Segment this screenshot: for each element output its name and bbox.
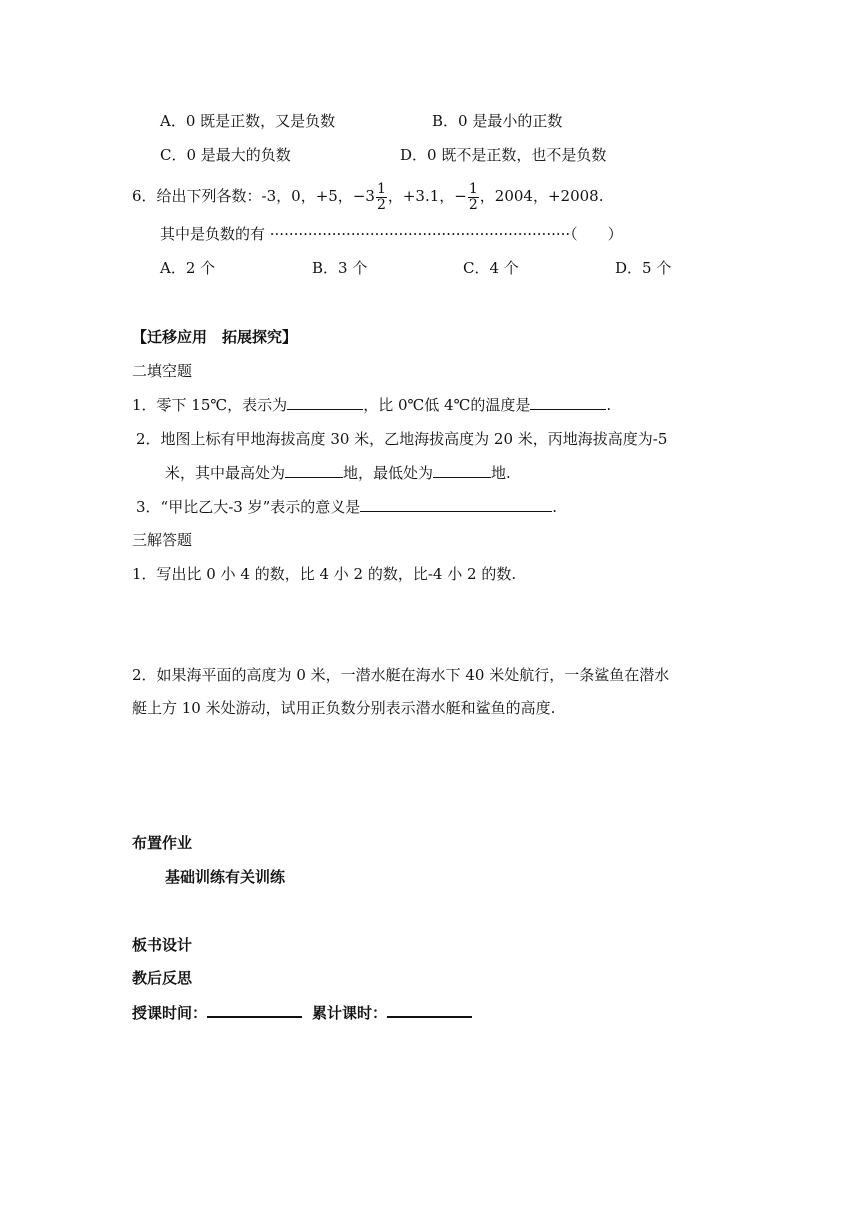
- section-title: 【迁移应用 拓展探究】: [132, 328, 298, 346]
- answer-blank[interactable]: [433, 463, 491, 478]
- q5-option-c: C．0 是最大的负数: [160, 146, 291, 164]
- time-blank[interactable]: [207, 1002, 302, 1018]
- fill-q2-line1: 2．地图上标有甲地海拔高度 30 米，乙地海拔高度为 20 米，丙地海拔高度为-5: [136, 430, 668, 448]
- board-design: 板书设计: [132, 936, 193, 954]
- fill-q3: 3．“甲比乙大-3 岁”表示的意义是 .: [136, 498, 558, 516]
- hours-label: 累计课时：: [312, 1004, 388, 1022]
- teaching-reflection: 教后反思: [132, 969, 193, 987]
- answer-blank[interactable]: [285, 463, 343, 478]
- footer-line: [132, 1002, 472, 1023]
- q5-option-d: D．0 既不是正数，也不是负数: [400, 146, 607, 164]
- answer-q1: 1．写出比 0 小 4 的数，比 4 小 2 的数，比-4 小 2 的数.: [132, 565, 517, 583]
- q6-option-b: B．3 个: [312, 259, 368, 277]
- answer-heading: 三解答题: [132, 531, 193, 549]
- answer-blank[interactable]: [360, 497, 552, 512]
- q6-stem: [132, 180, 603, 213]
- answer-blank[interactable]: [530, 395, 606, 410]
- q6-suffix: ，2004，+2008.: [479, 187, 604, 205]
- answer-q2-line1: 2．如果海平面的高度为 0 米，一潜水艇在海水下 40 米处航行，一条鲨鱼在潜水: [132, 666, 670, 684]
- q6-question: 其中是负数的有 ·······························································（ ）: [160, 225, 623, 243]
- fill-q2-line2: 米，其中最高处为 地，最低处为 地.: [165, 464, 511, 482]
- q5-option-a: A．0 既是正数，又是负数: [160, 112, 336, 130]
- q6-option-d: D．5 个: [615, 259, 672, 277]
- q5-option-b: B．0 是最小的正数: [432, 112, 563, 130]
- time-label: 授课时间：: [132, 1004, 208, 1022]
- q6-mid: ，+3.1，: [387, 187, 455, 205]
- answer-blank[interactable]: [287, 395, 363, 410]
- q6-fraction-1: −3 $\frac{1}{2}$: [352, 180, 386, 213]
- homework-heading: 布置作业: [132, 834, 193, 852]
- fill-q1: 1．零下 15℃，表示为 ，比 0℃低 4℃的温度是 .: [132, 396, 612, 414]
- q6-option-c: C．4 个: [463, 259, 519, 277]
- q6-fraction-2: − $\frac{1}{2}$: [454, 180, 478, 213]
- answer-q2-line2: 艇上方 10 米处游动，试用正负数分别表示潜水艇和鲨鱼的高度.: [132, 699, 556, 717]
- homework-content: 基础训练有关训练: [165, 868, 286, 886]
- fill-heading: 二填空题: [132, 362, 193, 380]
- q6-prefix: 6．给出下列各数：-3，0，+5，: [132, 187, 353, 205]
- hours-blank[interactable]: [387, 1002, 472, 1018]
- q6-option-a: A．2 个: [160, 259, 216, 277]
